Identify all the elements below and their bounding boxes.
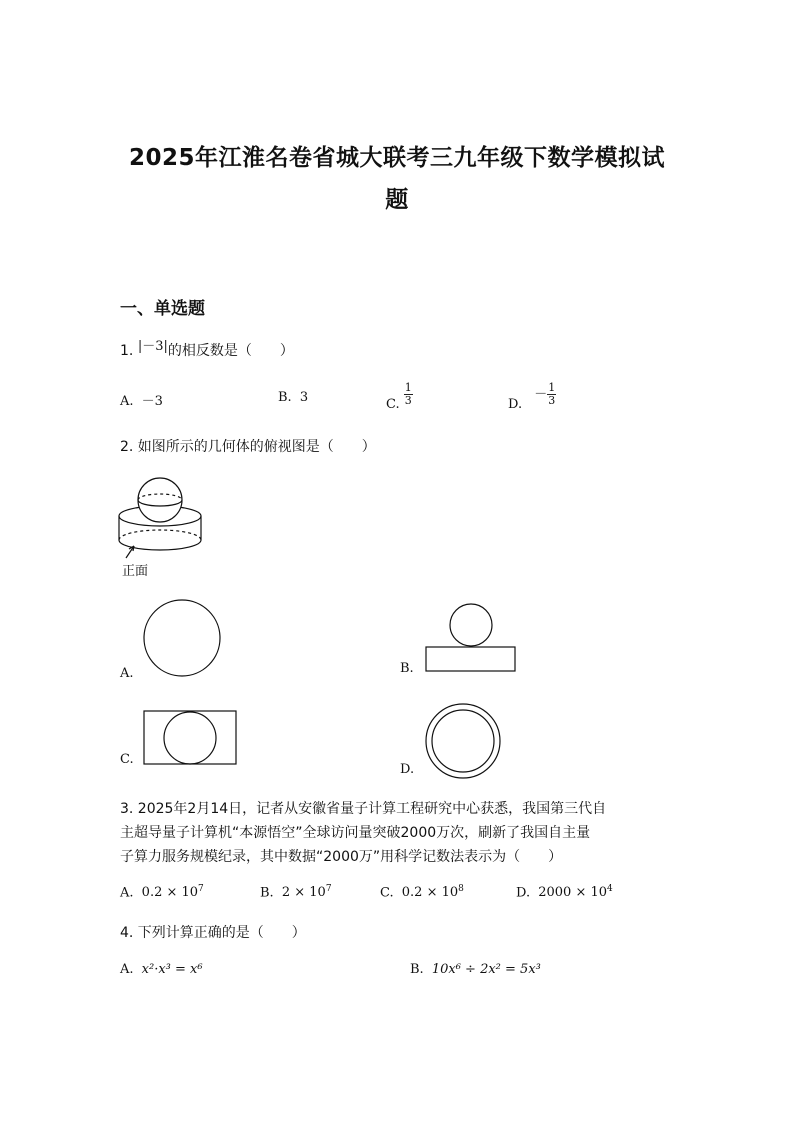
q4-option-b-label: B. — [410, 962, 424, 977]
q1-option-b[interactable] — [278, 390, 308, 405]
question-3-line-2: 主超导量子计算机“本源悟空”全球访问量突破2000万次，刷新了我国自主量 — [120, 825, 591, 841]
page-title-line2: 题 — [385, 187, 409, 213]
q1-option-a-label: A. — [120, 394, 134, 409]
q2-option-b-figure — [425, 603, 520, 675]
q3-option-b-exponent: 7 — [325, 884, 332, 894]
q1-option-b-value: 3 — [299, 390, 309, 405]
question-2-text: 2. 如图所示的几何体的俯视图是（ ） — [120, 439, 376, 455]
question-1-abs-expr: |－3| — [137, 339, 168, 354]
q1-option-d[interactable] — [508, 381, 556, 412]
q3-option-d-label: D. — [516, 885, 531, 901]
q1-option-d-sign: － — [534, 387, 548, 402]
page-title-line1: 2025年江淮名卷省城大联考三九年级下数学模拟试 — [128, 145, 665, 171]
q3-option-c-base: 0.2 × 10 — [401, 885, 459, 901]
q2-option-c-label[interactable]: C. — [120, 752, 134, 767]
q2-option-c-figure — [143, 710, 239, 768]
q2-option-a-label[interactable]: A. — [120, 666, 134, 681]
q3-option-b-label: B. — [260, 885, 274, 901]
q2-option-b-label[interactable]: B. — [400, 661, 414, 676]
q3-option-d-exponent: 4 — [607, 884, 613, 894]
q2-option-d-figure — [425, 703, 503, 781]
q1-option-a[interactable] — [120, 390, 163, 409]
q3-option-c-label: C. — [380, 885, 394, 901]
q1-option-d-fraction — [547, 382, 556, 407]
q1-option-c-label: C. — [386, 397, 400, 412]
q4-option-a[interactable] — [120, 962, 203, 977]
question-1-number: 1. — [120, 343, 134, 359]
q2-option-a-figure — [143, 599, 223, 679]
q3-option-a-base: 0.2 × 10 — [141, 885, 199, 901]
q4-option-b-expression: 10x⁶ ÷ 2x² = 5x³ — [431, 962, 541, 977]
q1-option-c[interactable] — [386, 381, 413, 412]
q2-option-d-label[interactable]: D. — [400, 762, 415, 777]
q3-option-d[interactable] — [516, 884, 613, 900]
q1-option-d-numerator: 1 — [548, 381, 556, 394]
q4-option-a-label: A. — [120, 962, 134, 977]
q1-option-b-label: B. — [278, 390, 292, 405]
q1-option-a-value: －3 — [141, 394, 163, 409]
q3-option-d-base: 2000 × 10 — [538, 885, 608, 901]
q1-option-d-label: D. — [508, 397, 523, 412]
q3-option-a-label: A. — [120, 885, 134, 901]
q2-front-label: 正面 — [122, 564, 149, 579]
q3-option-c-exponent: 8 — [458, 884, 464, 894]
q3-option-b-base: 2 × 10 — [281, 885, 326, 901]
q3-option-a[interactable] — [120, 884, 204, 900]
q4-option-a-expression: x²·x³ = x⁶ — [141, 962, 203, 977]
question-3-line-1: 3. 2025年2月14日，记者从安徽省量子计算工程研究中心获悉，我国第三代自 — [120, 801, 607, 817]
q3-option-b[interactable] — [260, 884, 332, 900]
q1-option-d-denominator: 3 — [548, 394, 556, 407]
q1-option-c-numerator: 1 — [404, 381, 412, 394]
q3-option-c[interactable] — [380, 884, 464, 900]
q3-option-a-exponent: 7 — [198, 884, 204, 894]
question-3-line-3: 子算力服务规模纪录，其中数据“2000万”用科学记数法表示为（ ） — [120, 849, 563, 865]
question-1 — [120, 338, 294, 365]
q1-option-c-denominator: 3 — [404, 394, 412, 407]
section-heading-single-choice: 一、单选题 — [120, 299, 205, 319]
question-4-text: 4. 下列计算正确的是（ ） — [120, 925, 306, 941]
q1-option-c-fraction — [404, 382, 413, 407]
question-1-text: 的相反数是（ ） — [167, 343, 294, 359]
q4-option-b[interactable] — [410, 962, 541, 977]
